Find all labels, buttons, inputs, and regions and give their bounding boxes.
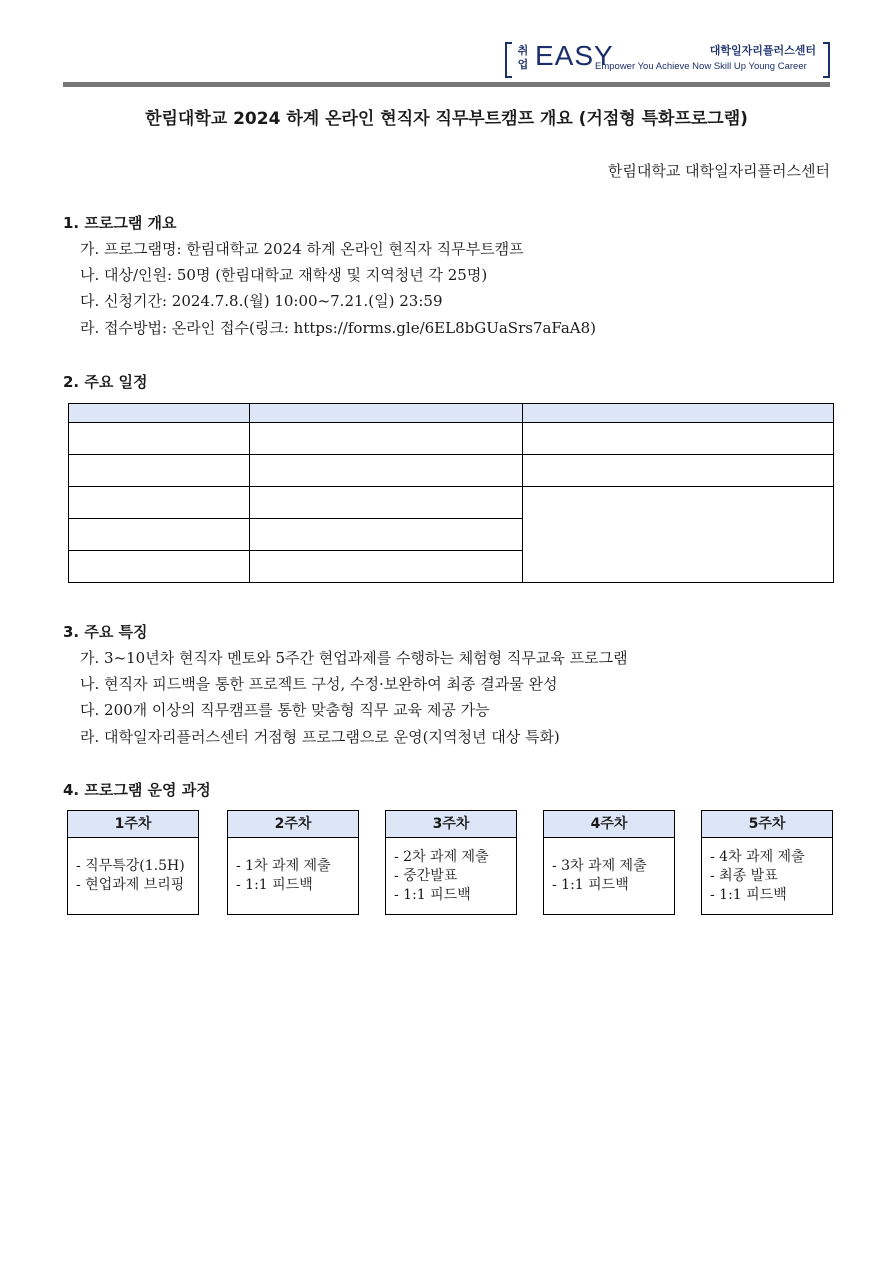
section-heading-overview: 1. 프로그램 개요 bbox=[63, 214, 177, 232]
week-task: - 중간발표 bbox=[394, 867, 458, 884]
week-tasks bbox=[68, 838, 198, 914]
week-box-1 bbox=[67, 810, 199, 915]
week-tasks bbox=[228, 838, 358, 914]
week-tasks bbox=[702, 838, 832, 914]
table-cell bbox=[69, 455, 250, 487]
week-task: - 1:1 피드백 bbox=[710, 886, 787, 903]
week-tasks bbox=[386, 838, 516, 914]
table-row bbox=[69, 455, 834, 487]
header-logo bbox=[505, 42, 830, 76]
table-cell bbox=[523, 455, 834, 487]
feature-item: 다. 200개 이상의 직무캠프를 통한 맞춤형 직무 교육 제공 가능 bbox=[80, 701, 490, 719]
table-row bbox=[69, 487, 834, 519]
table-cell bbox=[69, 487, 250, 519]
table-cell bbox=[249, 551, 523, 583]
overview-item: 나. 대상/인원: 50명 (한림대학교 재학생 및 지역청년 각 25명) bbox=[80, 266, 488, 284]
week-task: - 1차 과제 제출 bbox=[236, 858, 331, 874]
week-title: 5주차 bbox=[702, 811, 832, 838]
table-cell bbox=[249, 519, 523, 551]
week-title: 3주차 bbox=[386, 811, 516, 838]
week-box-4 bbox=[543, 810, 675, 915]
week-box-3 bbox=[385, 810, 517, 915]
logo-bracket-right bbox=[823, 42, 830, 78]
logo-bracket-left bbox=[505, 42, 512, 78]
week-task: - 직무특강(1.5H) bbox=[76, 858, 185, 874]
table-header-cell bbox=[249, 404, 523, 423]
table-row bbox=[69, 423, 834, 455]
week-box-2 bbox=[227, 810, 359, 915]
week-task: - 4차 과제 제출 bbox=[710, 848, 805, 865]
week-task: - 현업과제 브리핑 bbox=[76, 877, 185, 893]
table-cell bbox=[249, 423, 523, 455]
document-title: 한림대학교 2024 하계 온라인 현직자 직무부트캠프 개요 (거점형 특화프로그램) bbox=[145, 109, 748, 129]
week-title: 1주차 bbox=[68, 811, 198, 838]
feature-item: 라. 대학일자리플러스센터 거점형 프로그램으로 운영(지역청년 대상 특화) bbox=[80, 728, 560, 746]
feature-item: 가. 3~10년차 현직자 멘토와 5주간 현업과제를 수행하는 체험형 직무교육 프로그램 bbox=[80, 649, 628, 667]
logo-center-name: 대학일자리플러스센터 bbox=[709, 44, 816, 57]
table-cell bbox=[249, 487, 523, 519]
overview-item: 라. 접수방법: 온라인 접수(링크: https://forms.gle/6EL8bGUaSrs7aFaA8) bbox=[80, 319, 596, 337]
overview-item: 다. 신청기간: 2024.7.8.(월) 10:00~7.21.(일) 23:59 bbox=[80, 292, 443, 310]
week-task: - 1:1 피드백 bbox=[552, 877, 629, 893]
section-heading-schedule: 2. 주요 일정 bbox=[63, 373, 148, 391]
schedule-table bbox=[68, 403, 834, 583]
logo-small-text: 취업 bbox=[517, 44, 529, 71]
week-task: - 1:1 피드백 bbox=[394, 886, 471, 903]
table-cell bbox=[69, 551, 250, 583]
week-title: 2주차 bbox=[228, 811, 358, 838]
organization-name: 한림대학교 대학일자리플러스센터 bbox=[607, 162, 830, 180]
table-cell bbox=[69, 423, 250, 455]
table-header-cell bbox=[69, 404, 250, 423]
section-heading-features: 3. 주요 특징 bbox=[63, 623, 148, 641]
week-tasks bbox=[544, 838, 674, 914]
week-title: 4주차 bbox=[544, 811, 674, 838]
logo-wordmark: EASY bbox=[535, 40, 614, 71]
section-heading-process: 4. 프로그램 운영 과정 bbox=[63, 781, 211, 799]
table-header-row bbox=[69, 404, 834, 423]
table-cell bbox=[69, 519, 250, 551]
week-task: - 최종 발표 bbox=[710, 867, 778, 884]
table-cell bbox=[249, 455, 523, 487]
feature-item: 나. 현직자 피드백을 통한 프로젝트 구성, 수정·보완하여 최종 결과물 완성 bbox=[80, 675, 558, 693]
week-task: - 2차 과제 제출 bbox=[394, 848, 489, 865]
logo-slogan: Empower You Achieve Now Skill Up Young Career bbox=[595, 61, 807, 72]
week-task: - 3차 과제 제출 bbox=[552, 858, 647, 874]
table-cell-merged bbox=[523, 487, 834, 583]
table-header-cell bbox=[523, 404, 834, 423]
table-cell bbox=[523, 423, 834, 455]
overview-item: 가. 프로그램명: 한림대학교 2024 하계 온라인 현직자 직무부트캠프 bbox=[80, 240, 524, 258]
week-task: - 1:1 피드백 bbox=[236, 877, 313, 893]
week-box-5 bbox=[701, 810, 833, 915]
header-rule bbox=[63, 82, 830, 87]
